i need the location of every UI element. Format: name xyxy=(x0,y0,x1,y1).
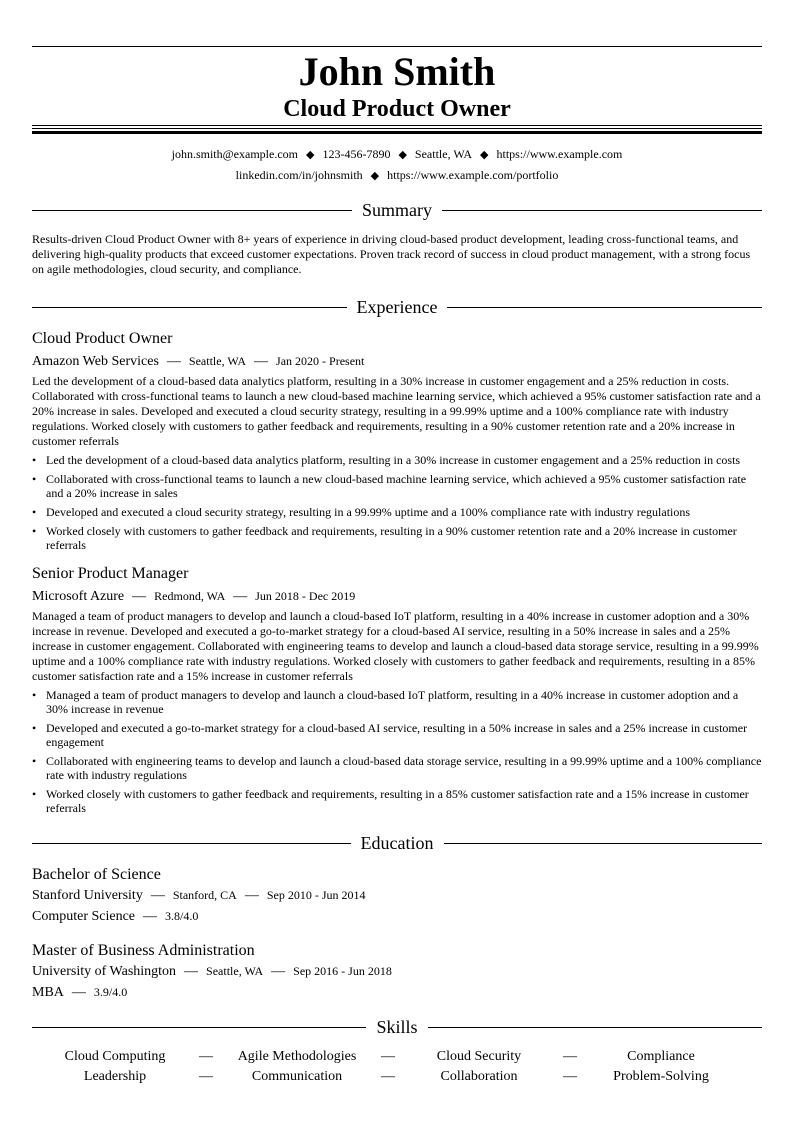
skill-item: Compliance xyxy=(627,1049,695,1064)
contact-line-2 xyxy=(32,165,762,186)
contact-portfolio[interactable]: https://www.example.com/portfolio xyxy=(387,168,559,182)
job-description: Managed a team of product managers to develop and launch a cloud-based IoT platform, resulting in a 40% increase in customer adoption and a 30% increase in revenue. Developed and executed a go-to-market strategy for a cloud-based AI service, resulting in a 50% increase in sales and a 25% increase in customer engagement. Collaborated with engineering teams to develop and launch a cloud-based data storage service, resulting in a 99.99% uptime and a 100% compliance rate with industry regulations. Worked closely with customers to gather feedback and requirements, resulting in a 85% customer satisfaction rate and a 15% increase in customer referrals xyxy=(32,609,759,683)
field-line xyxy=(32,982,762,1003)
section-title: Summary xyxy=(362,200,432,220)
dash-separator: — xyxy=(381,1049,395,1064)
skills-heading xyxy=(32,1015,762,1039)
contact-linkedin[interactable]: linkedin.com/in/johnsmith xyxy=(235,168,363,182)
dash-separator: — xyxy=(132,589,147,604)
header-divider xyxy=(32,125,762,134)
job-dates: Jun 2018 - Dec 2019 xyxy=(255,589,356,603)
list-item: • Collaborated with cross-functional teams to launch a new cloud-based machine learning service, which achieved a 95% customer satisfaction rate and a 20% increase in sales xyxy=(32,472,747,500)
diamond-icon: ◆ xyxy=(480,149,489,161)
dash-separator: — xyxy=(166,354,181,369)
degree-title: Bachelor of Science xyxy=(32,866,161,883)
dash-separator: — xyxy=(71,985,86,1000)
skill-item: Leadership xyxy=(83,1069,147,1084)
job-location: Redmond, WA xyxy=(154,589,226,603)
job-company: Microsoft Azure xyxy=(32,589,125,604)
list-item: • Worked closely with customers to gather feedback and requirements, resulting in a 85% customer satisfaction rate and a 15% increase in customer referrals xyxy=(32,787,749,815)
contact-location: Seattle, WA xyxy=(414,147,473,161)
summary-text: Results-driven Cloud Product Owner with 8+ years of experience in driving cloud-based product development, leading cross-functional teams, and delivering high-quality products that exceed customer expectations. Proven track record of success in cloud product management, with a strong focus on agile methodologies, cloud security, and compliance. xyxy=(32,232,751,276)
skill-item: Collaboration xyxy=(440,1069,518,1084)
school-name: University of Washington xyxy=(32,964,177,979)
candidate-title: Cloud Product Owner xyxy=(283,96,511,122)
school-dates: Sep 2010 - Jun 2014 xyxy=(266,888,366,902)
section-title: Skills xyxy=(376,1017,418,1037)
diamond-icon: ◆ xyxy=(305,149,315,161)
diamond-icon: ◆ xyxy=(398,149,407,161)
section-title: Education xyxy=(360,833,434,853)
education-entry xyxy=(32,865,762,927)
dash-separator: — xyxy=(150,888,165,903)
bullet-icon: • xyxy=(32,472,37,486)
bullet-icon: • xyxy=(32,754,37,768)
job-bullets xyxy=(32,453,762,552)
degree-title: Master of Business Administration xyxy=(32,942,255,959)
field-of-study: Computer Science xyxy=(32,909,136,924)
bullet-icon: • xyxy=(32,721,37,735)
field-line xyxy=(32,906,762,927)
contact-website[interactable]: https://www.example.com xyxy=(496,147,623,161)
dash-separator: — xyxy=(199,1049,213,1064)
skill-item: Cloud Security xyxy=(436,1049,522,1064)
dash-separator: — xyxy=(244,888,259,903)
list-item: • Managed a team of product managers to develop and launch a cloud-based IoT platform, resulting in a 40% increase in customer adoption and a 30% increase in revenue xyxy=(32,688,739,716)
list-item: • Developed and executed a go-to-market strategy for a cloud-based AI service, resulting in a 50% increase in sales and a 25% increase in customer engagement xyxy=(32,721,748,749)
job-meta xyxy=(32,351,762,372)
diamond-icon: ◆ xyxy=(370,170,380,182)
dash-separator: — xyxy=(254,354,269,369)
dash-separator: — xyxy=(199,1069,213,1084)
dash-separator: — xyxy=(381,1069,395,1084)
job-entry xyxy=(32,329,762,552)
list-item: • Led the development of a cloud-based data analytics platform, resulting in a 30% increase in customer engagement and a 25% reduction in costs xyxy=(32,453,741,467)
job-description: Led the development of a cloud-based data analytics platform, resulting in a 30% increase in customer engagement and a 25% reduction in costs. Collaborated with cross-functional teams to launch a new cloud-based machine learning service, which achieved a 95% customer satisfaction rate and a 20% increase in sales. Developed and executed a cloud security strategy, resulting in a 99.99% uptime and a 100% compliance rate with industry regulations. Worked closely with customers to gather feedback and requirements, resulting in a 90% customer retention rate and a 20% increase in customer referrals xyxy=(32,374,761,448)
bullet-icon: • xyxy=(32,787,37,801)
job-bullets xyxy=(32,688,762,815)
job-company: Amazon Web Services xyxy=(32,354,159,369)
summary-heading xyxy=(32,198,762,222)
skill-item: Problem-Solving xyxy=(613,1069,709,1084)
job-title: Senior Product Manager xyxy=(32,565,189,582)
school-location: Seattle, WA xyxy=(206,964,264,978)
top-rule xyxy=(32,46,762,47)
bullet-icon: • xyxy=(32,688,37,702)
job-meta xyxy=(32,586,762,607)
gpa: 3.8/4.0 xyxy=(165,909,199,923)
job-entry xyxy=(32,564,762,815)
dash-separator: — xyxy=(563,1049,577,1064)
education-heading xyxy=(32,831,762,855)
job-dates: Jan 2020 - Present xyxy=(276,354,365,368)
skills-grid xyxy=(32,1047,762,1087)
job-title: Cloud Product Owner xyxy=(32,330,173,347)
list-item: • Collaborated with engineering teams to develop and launch a cloud-based data storage service, resulting in a 99.99% uptime and a 100% compliance rate with industry regulations xyxy=(32,754,762,782)
school-line xyxy=(32,885,762,906)
contact-line-1 xyxy=(32,144,762,165)
skills-row xyxy=(32,1067,762,1087)
contact-email[interactable]: john.smith@example.com xyxy=(171,147,298,161)
gpa: 3.9/4.0 xyxy=(93,985,128,999)
resume-page xyxy=(32,46,762,1087)
bullet-icon: • xyxy=(32,524,37,538)
skill-item: Agile Methodologies xyxy=(237,1049,357,1064)
contact-phone[interactable]: 123-456-7890 xyxy=(322,147,391,161)
school-name: Stanford University xyxy=(32,888,143,903)
skill-item: Communication xyxy=(251,1069,343,1084)
bullet-icon: • xyxy=(32,505,37,519)
dash-separator: — xyxy=(563,1069,577,1084)
experience-heading xyxy=(32,295,762,319)
dash-separator: — xyxy=(233,589,248,604)
contact-block xyxy=(32,144,762,186)
dash-separator: — xyxy=(143,909,158,924)
school-line xyxy=(32,961,762,982)
dash-separator: — xyxy=(271,964,286,979)
skills-row xyxy=(32,1047,762,1067)
bullet-icon: • xyxy=(32,453,37,467)
section-title: Experience xyxy=(356,297,438,317)
list-item: • Worked closely with customers to gather feedback and requirements, resulting in a 90% customer retention rate and a 20% increase in customer referrals xyxy=(32,524,737,552)
skill-item: Cloud Computing xyxy=(64,1049,166,1064)
school-dates: Sep 2016 - Jun 2018 xyxy=(293,964,392,978)
dash-separator: — xyxy=(184,964,199,979)
education-entry xyxy=(32,941,762,1003)
field-of-study: MBA xyxy=(32,985,64,1000)
job-location: Seattle, WA xyxy=(188,354,247,368)
school-location: Stanford, CA xyxy=(172,888,237,902)
candidate-name: John Smith xyxy=(298,49,496,94)
list-item: • Developed and executed a cloud security strategy, resulting in a 99.99% uptime and a 100% compliance rate with industry regulations xyxy=(32,505,691,519)
